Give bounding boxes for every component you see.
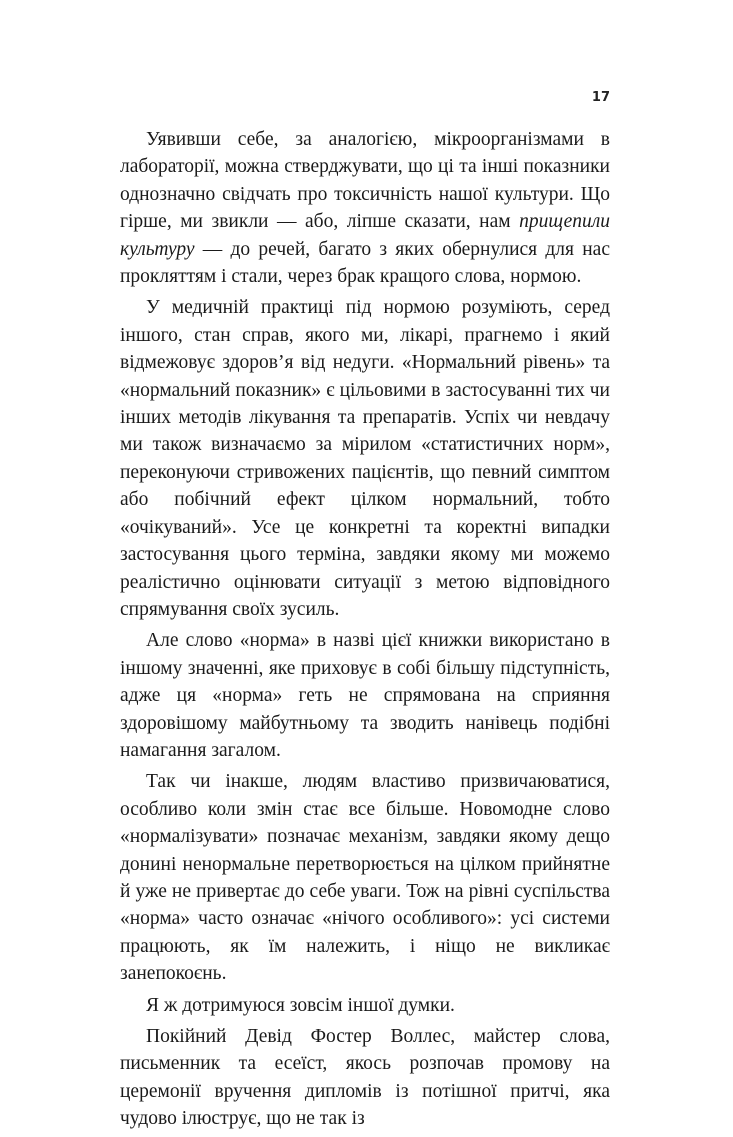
paragraph-4: Так чи інакше, людям властиво призвичаюватися, особливо коли змін стає все більше. Новомодне слово «нормалізувати» позначає механізм, завдяки якому дещо донині ненормальне перетворюється на цілком прийнятне й уже не привертає до себе уваги. Тож на рівні суспільства «норма» часто означає «нічого особливого»: усі системи працюють, як їм належить, і ніщо не викликає занепокоєнь. bbox=[120, 771, 610, 985]
paragraph-5: Я ж дотримуюся зовсім іншої думки. bbox=[146, 994, 455, 1016]
page-number: 17 bbox=[591, 90, 610, 105]
paragraph-6: Покійний Девід Фостер Воллес, майстер слова, письменник та есеїст, якось розпочав промову на церемонії вручення дипломів із потішної притчі, яка чудово ілюструє, що не так із bbox=[120, 1026, 610, 1130]
paragraph-1-emphasis: прищепили культуру bbox=[120, 211, 610, 260]
paragraph-1-text-after: — до речей, багато з яких обернулися для нас прокляттям і стали, через брак кращого слова, нормою. bbox=[120, 238, 610, 288]
paragraph-1-text-before: Уявивши себе, за аналогією, мікроорганізмами в лабораторії, можна стверджувати, що ці та інші показники однозначно свідчать про токсичність нашої культури. Що гірше, ми звикли — або, ліпше сказати, нам bbox=[120, 129, 610, 233]
paragraph-1 bbox=[120, 126, 610, 290]
paragraph-2: У медичній практиці під нормою розуміють, серед іншого, стан справ, якого ми, лікарі, прагнемо і який відмежовує здоров’я від недуги. «Нормальний рівень» та «нормальний показник» є цільовими в застосуванні тих чи інших методів лікування та препаратів. Успіх чи невдачу ми також визначаємо за мірилом «статистичних норм», переконуючи стривожених пацієнтів, що певний симптом або побічний ефект цілком нормальний, тобто «очікуваний». Усе це конкретні та коректні випадки застосування цього терміна, завдяки якому ми можемо реалістично оцінювати ситуації з метою відповідного спрямування своїх зусиль. bbox=[120, 297, 610, 620]
paragraph-3: Але слово «норма» в назві цієї книжки використано в іншому значенні, яке приховує в собі більшу підступність, адже ця «норма» геть не спрямована на сприяння здоровішому майбутньому та зводить нанівець подібні намагання загалом. bbox=[120, 630, 610, 761]
body-text bbox=[120, 126, 610, 1137]
